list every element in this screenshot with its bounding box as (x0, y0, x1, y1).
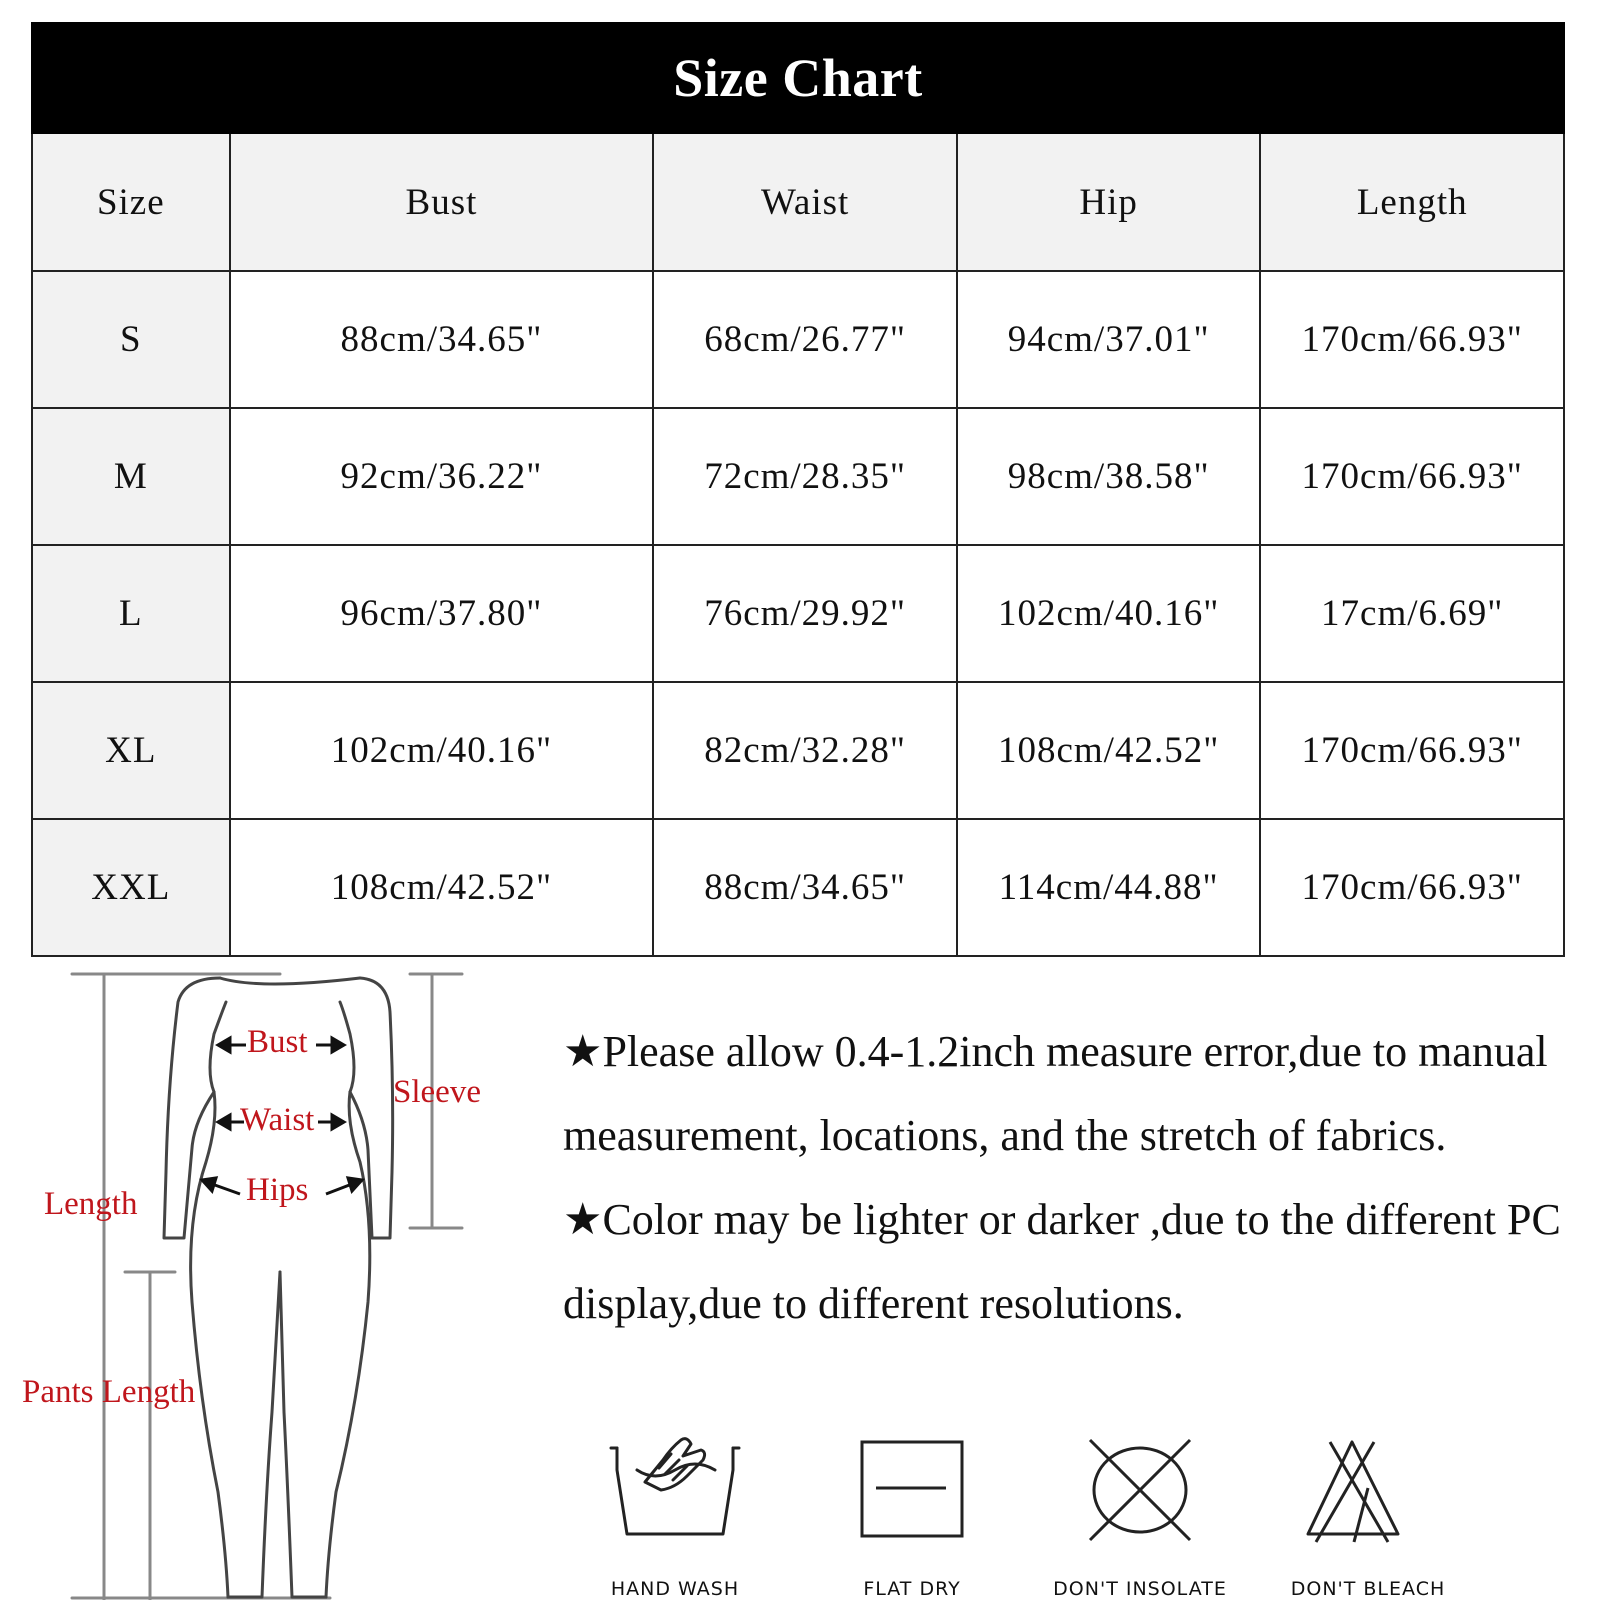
column-header-length: Length (1260, 134, 1564, 271)
care-label: DON'T INSOLATE (1053, 1578, 1227, 1600)
column-header-hip: Hip (957, 134, 1261, 271)
length-cell: 17cm/6.69" (1260, 545, 1564, 682)
care-dont-bleach (1268, 1430, 1468, 1600)
dont-bleach-icon (1268, 1430, 1468, 1560)
size-cell: XL (32, 682, 230, 819)
care-hand-wash (575, 1430, 775, 1600)
bust-cell: 102cm/40.16" (230, 682, 654, 819)
sleeve-label: Sleeve (393, 1074, 481, 1110)
care-label: FLAT DRY (863, 1578, 961, 1600)
care-flat-dry (812, 1430, 1012, 1600)
pants-length-label: Pants Length (22, 1374, 196, 1410)
size-cell: S (32, 271, 230, 408)
table-row (32, 819, 1564, 956)
waist-cell: 68cm/26.77" (653, 271, 957, 408)
hip-cell: 114cm/44.88" (957, 819, 1261, 956)
table-header-row (32, 134, 1564, 271)
bust-label: Bust (247, 1024, 308, 1060)
hand-wash-icon (575, 1430, 775, 1560)
hip-cell: 102cm/40.16" (957, 545, 1261, 682)
waist-cell: 76cm/29.92" (653, 545, 957, 682)
size-cell: M (32, 408, 230, 545)
hips-label: Hips (246, 1172, 309, 1208)
table-row (32, 271, 1564, 408)
notes (563, 1010, 1563, 1346)
hip-cell: 108cm/42.52" (957, 682, 1261, 819)
column-header-bust: Bust (230, 134, 654, 271)
length-cell: 170cm/66.93" (1260, 819, 1564, 956)
waist-cell: 82cm/32.28" (653, 682, 957, 819)
size-chart (31, 22, 1565, 957)
flat-dry-icon (812, 1430, 1012, 1560)
size-cell: L (32, 545, 230, 682)
bust-cell: 108cm/42.52" (230, 819, 654, 956)
waist-cell: 72cm/28.35" (653, 408, 957, 545)
bust-cell: 96cm/37.80" (230, 545, 654, 682)
table-row (32, 682, 1564, 819)
note-measure-error: ★Please allow 0.4-1.2inch measure error,due to manual measurement, locations, and the stretch of fabrics. (563, 1027, 1548, 1160)
hip-cell: 98cm/38.58" (957, 408, 1261, 545)
care-label: HAND WASH (610, 1578, 740, 1600)
size-cell: XXL (32, 819, 230, 956)
dont-insolate-icon (1040, 1430, 1240, 1560)
hip-cell: 94cm/37.01" (957, 271, 1261, 408)
length-label: Length (44, 1186, 138, 1222)
bust-cell: 88cm/34.65" (230, 271, 654, 408)
column-header-size: Size (32, 134, 230, 271)
measurement-diagram (0, 972, 520, 1600)
waist-label: Waist (240, 1102, 315, 1138)
column-header-waist: Waist (653, 134, 957, 271)
length-cell: 170cm/66.93" (1260, 271, 1564, 408)
note-color: ★Color may be lighter or darker ,due to the different PC display,due to different resolutions. (563, 1195, 1561, 1328)
jumpsuit-outline-icon (0, 972, 520, 1600)
table-row (32, 408, 1564, 545)
care-label: DON'T BLEACH (1290, 1578, 1446, 1600)
chart-title: Size Chart (31, 22, 1565, 134)
length-cell: 170cm/66.93" (1260, 408, 1564, 545)
bust-cell: 92cm/36.22" (230, 408, 654, 545)
size-table (31, 134, 1565, 957)
waist-cell: 88cm/34.65" (653, 819, 957, 956)
length-cell: 170cm/66.93" (1260, 682, 1564, 819)
care-dont-insolate (1040, 1430, 1240, 1600)
table-row (32, 545, 1564, 682)
